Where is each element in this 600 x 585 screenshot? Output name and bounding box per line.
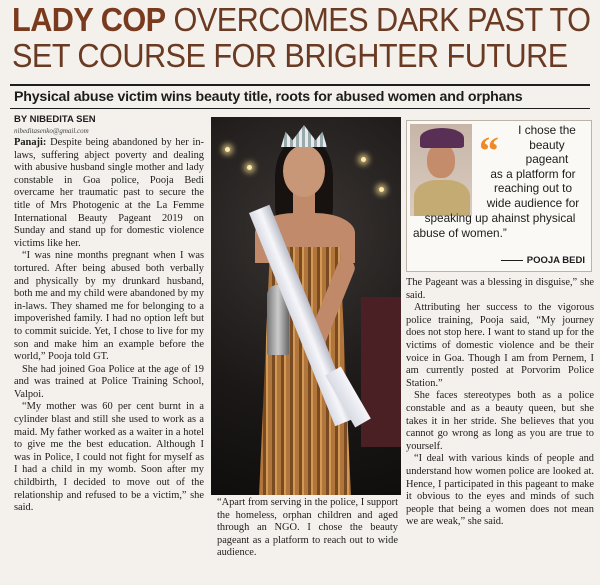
subheadline: Physical abuse victim wins beauty title, roots for abused women and orphans xyxy=(14,89,523,105)
pull-quote-text: I chose the beauty pageant as a platform for reaching out to wide audience for xyxy=(486,123,580,210)
paragraph: She had joined Goa Police at the age of 19 and was trained at Police Training School, Valpoi. xyxy=(14,363,204,400)
byline-email: nibeditasenko@gmail.com xyxy=(14,127,89,135)
paragraph: “My mother was 60 per cent burnt in a cylinder blast and still she used to work as a maid. My father worked as a waiter in a hotel to give me the best education. Although I was in Police, I could not fight for myself as I had a child in my womb. Soon after my childbirth, I decided to move out of the relationship and refused to be a victim,” she said. xyxy=(14,401,204,514)
headline-line-2: SET COURSE FOR BRIGHTER FUTURE xyxy=(12,37,568,74)
stage-light xyxy=(379,187,384,192)
dateline: Panaji: xyxy=(14,137,47,148)
portrait-photo xyxy=(410,124,472,216)
paragraph: The Pageant was a blessing in disguise,” she said. xyxy=(406,277,594,301)
paragraph: Attributing her success to the vigorous police training, Pooja said, “My journey does not stop here. I want to stand up for the victims of domestic violence and be their voice in Goa. Though I am from Pernem, I am currently posted at Porvorim Police Station.” xyxy=(406,302,594,389)
article-column-3 xyxy=(406,277,594,579)
sub-rule xyxy=(10,108,590,109)
pull-quote-box xyxy=(406,120,592,272)
headline-line-1 xyxy=(12,1,591,38)
face xyxy=(283,145,325,197)
byline: BY NIBEDITA SEN xyxy=(14,114,96,125)
paragraph: “I deal with various kinds of people and understand how women police are looked at. Hence, I participated in this pageant to make it obvious to the eyes and minds of such people that being a women does not mean we are weak,” she said. xyxy=(406,453,594,528)
stage-light xyxy=(361,157,366,162)
pageant-photo xyxy=(211,117,401,495)
pull-quote-author: POOJA BEDI xyxy=(501,255,585,266)
pull-quote-tail: speaking up ahainst physical abuse of women.” xyxy=(413,211,576,240)
headline-line1-rest: OVERCOMES DARK PAST TO xyxy=(165,1,591,38)
top-rule xyxy=(10,84,590,86)
article-column-1 xyxy=(14,137,204,579)
quote-mark-icon: “ xyxy=(479,128,499,173)
article-column-2 xyxy=(217,497,398,579)
stage-light xyxy=(247,165,252,170)
paragraph: “Apart from serving in the police, I support the homeless, orphan children and aged through an NGO. I chose the beauty pageant as a platform to reach out to wide audience. xyxy=(217,497,398,559)
headline-bold: LADY COP xyxy=(12,1,166,38)
crown-icon xyxy=(281,125,327,147)
headline xyxy=(12,1,591,74)
portrait-face xyxy=(427,144,455,178)
stage-light xyxy=(225,147,230,152)
paragraph: Panaji: Despite being abandoned by her in-laws, suffering abject poverty and dealing with abusive husband single mother and lady constable in Goa police, Pooja Bedi overcame her traumatic past to secure the title of Mrs Photogenic at the La Femme International Beauty Pageant 2019 on Sunday and stand up for domestic violence victims like her. xyxy=(14,137,204,249)
stage-backdrop xyxy=(361,297,401,447)
police-cap xyxy=(420,128,464,148)
paragraph: “I was nine months pregnant when I was tortured. After being abused both verbally and physically by my drunkard husband, both me and my child were abandoned by my in-laws. They shamed me for belonging to a impoverished family. I had no option left but to commit suicide. Yet, I chose to live for my son and make him an example before the world,” Pooja told GT. xyxy=(14,250,204,363)
paragraph: She faces stereotypes both as a police constable and as a beauty queen, but she takes it in her stride. She believes that you cannot go wrong as long as you are true to yourself. xyxy=(406,390,594,452)
